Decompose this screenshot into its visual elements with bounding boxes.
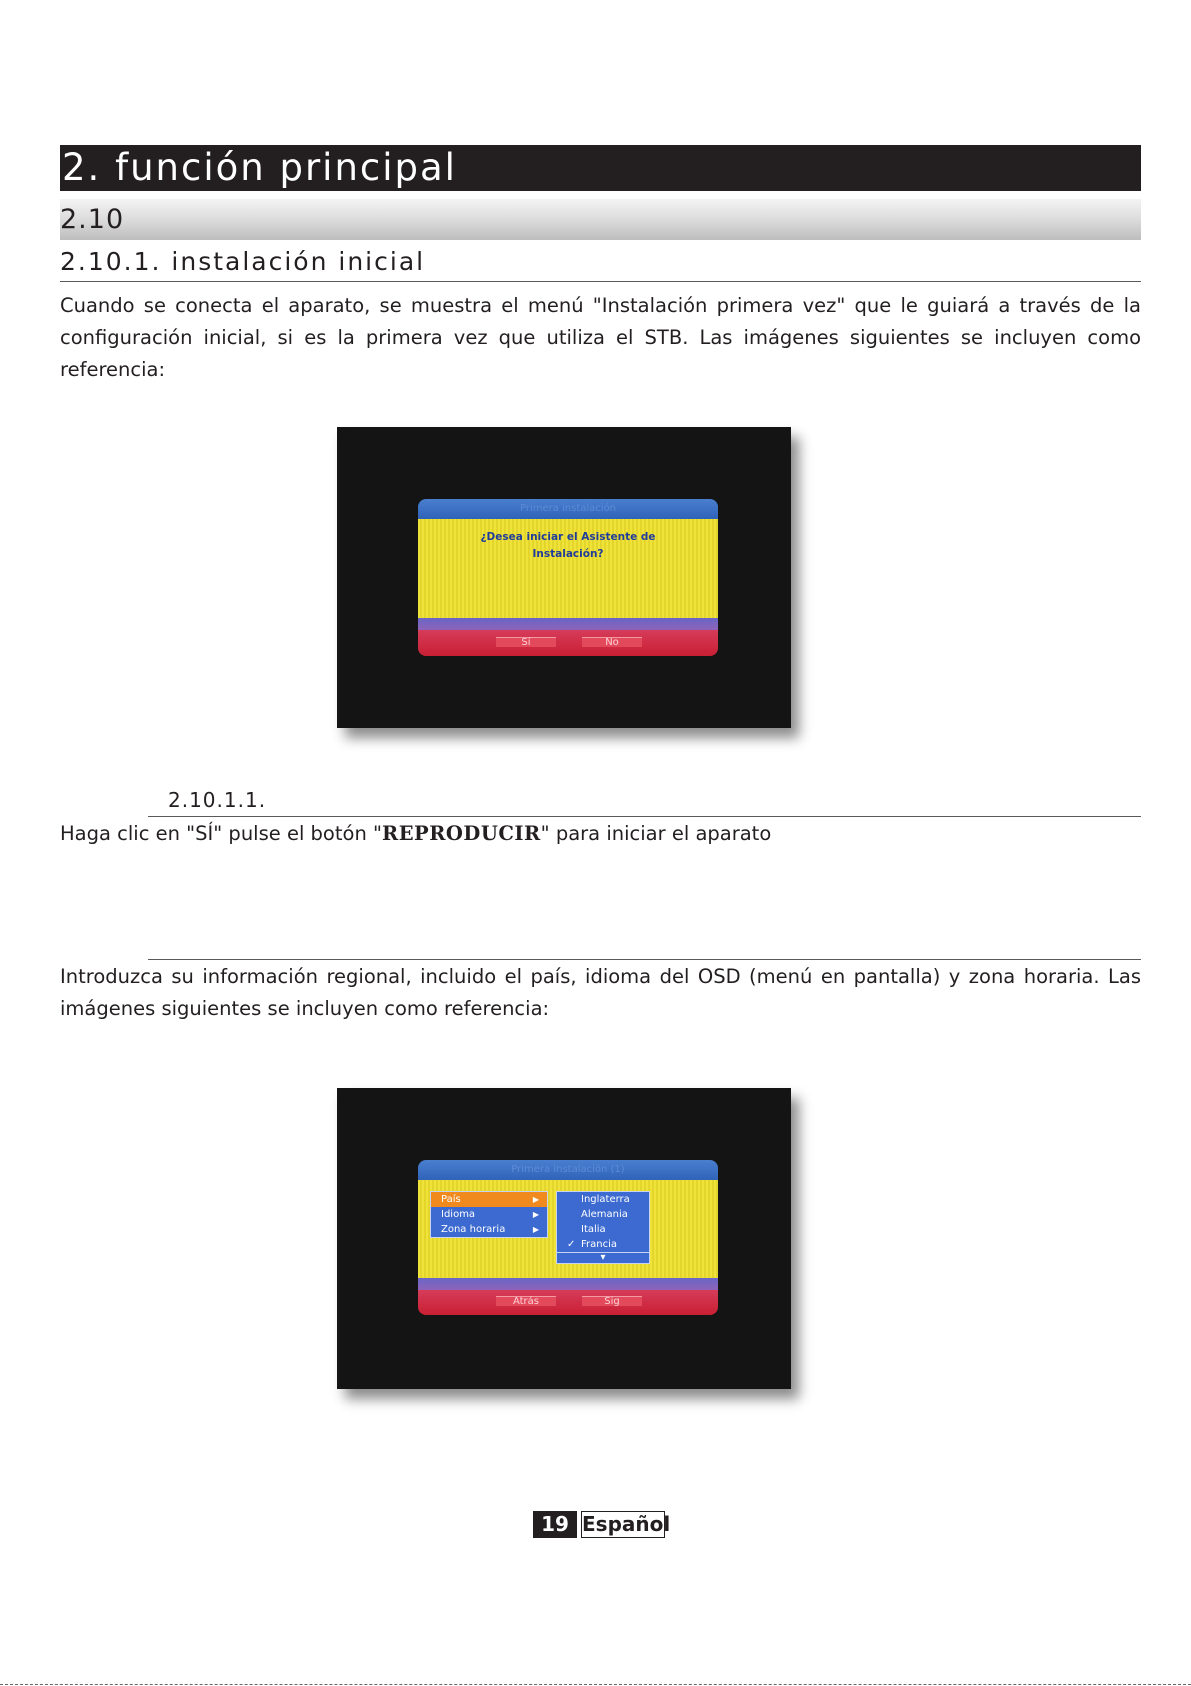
footer-language: Español	[582, 1512, 671, 1536]
section-number: 2.10	[60, 199, 1141, 240]
caption-rule-2	[148, 959, 1141, 960]
figure-caption-1	[148, 786, 1141, 817]
instruction-keyword: REPRODUCIR	[381, 822, 541, 845]
osd-menu-item-language: Idioma ▶	[441, 1209, 539, 1220]
osd-country-item-selected: ✓ Francia	[567, 1239, 618, 1250]
triangle-right-icon: ▶	[532, 1195, 539, 1204]
instruction-line	[60, 818, 1141, 850]
osd-country-item: Italia	[581, 1224, 606, 1235]
triangle-right-icon: ▶	[532, 1210, 539, 1219]
checkmark-icon: ✓	[567, 1239, 576, 1250]
subsection-title: 2.10.1. instalación inicial	[60, 247, 1141, 282]
osd-country-item: Inglaterra	[581, 1194, 630, 1205]
osd-menu-item-timezone: Zona horaria ▶	[441, 1224, 539, 1235]
osd-no-button: No	[582, 637, 642, 647]
tv-screenshot-regional	[337, 1088, 791, 1389]
osd-dialog	[418, 499, 718, 656]
osd-dialog-title: Primera instalación	[418, 499, 718, 519]
osd-menu-item-country: País ▶	[431, 1192, 547, 1207]
triangle-right-icon: ▶	[532, 1225, 539, 1234]
osd-yes-button: Sí	[496, 637, 556, 647]
instruction-after: " para iniciar el aparato	[540, 822, 772, 845]
osd-dialog-title-regional: Primera instalación (1)	[418, 1160, 718, 1180]
page-number: 19	[533, 1511, 577, 1538]
tv-screenshot-welcome	[337, 427, 791, 728]
osd-question: ¿Desea iniciar el Asistente de Instalación?	[480, 531, 656, 560]
regional-paragraph: Introduzca su información regional, incluido el país, idioma del OSD (menú en pantalla) y zona horaria. Las imágenes siguientes se incluyen como referencia:	[60, 965, 1141, 1020]
osd-country-list	[556, 1191, 650, 1264]
instruction-before: Haga clic en "SÍ" pulse el botón "	[60, 822, 382, 845]
osd-back-button: Atrás	[496, 1296, 556, 1306]
caption-number: 2.10.1.1.	[168, 788, 267, 812]
osd-next-button: Sig	[582, 1296, 642, 1306]
chapter-title: 2. función principal	[60, 145, 1141, 191]
osd-country-item: Alemania	[581, 1209, 628, 1220]
osd-settings-menu	[430, 1191, 548, 1238]
scroll-down-icon: ▾	[557, 1252, 649, 1263]
intro-paragraph: Cuando se conecta el aparato, se muestra el menú "Instalación primera vez" que le guiará a través de la configuración inicial, si es la primera vez que utiliza el STB. Las imágenes siguientes se incluyen como referencia:	[60, 294, 1141, 381]
osd-dialog-regional	[418, 1160, 718, 1315]
